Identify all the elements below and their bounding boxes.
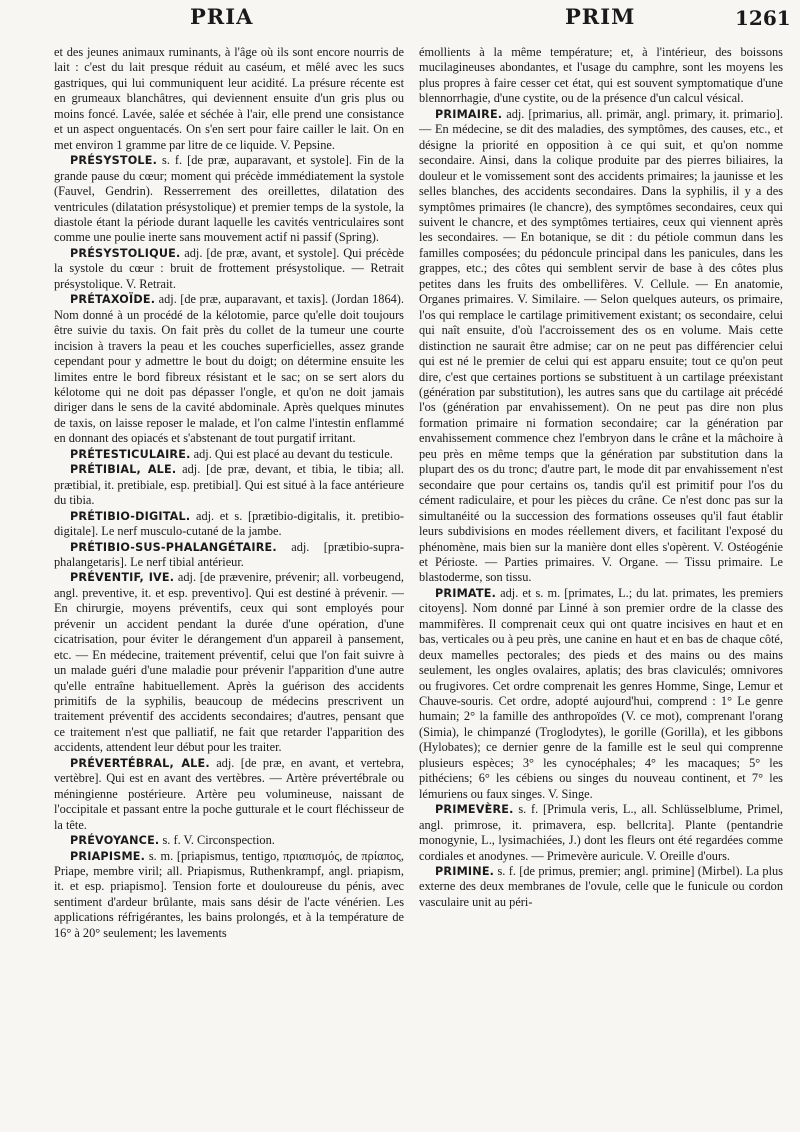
entry-text: adj. [primarius, all. primär, angl. primary, it. primario]. — En médecine, se dit des maladies, des symptômes, des causes, etc., et désigne la priorité en opposition à ce qui suit, et qu'on nomme secondaire. Ainsi, dans la colique produite par des pierres biliaires, la douleur et le vomissement sont des accidents primaires; la jaunisse et les selles blanches, des accidents secondaires. Dans la syphilis, il y a des symptômes primaires (le chancre), des symptômes secondaires, ceux qui suivent le chancre, et des symptômes tertiaires, ceux qui viennent après les secondaires. — En botanique, se dit : du pétiole commun dans les familles composées; du pédoncule principal dans les panicules, dans les grappes, etc.; des côtes qui semblent servir de base à des côtes plus petites dans les fruits des ombellifères. V. Cellule. — En anatomie, Organes primaires. V. Similaire. — Selon quelques auteurs, os primaire, l'os qui remplace le cartilage primitivement existant; os secondaire, celui qui naît ensuite, d'où l'accroissement des os en volume. Mais cette distinction ne saurait être admise; car on ne peut pas différencier celui qui est né le premier de celui qui est apparu ensuite; tout ce qu'on peut dire, c'est que certaines portions se substituent à un cartilage préexistant (génération par substitution), les autres sans que du cartilage ait précédé l'os (génération par envahissement). On ne peut pas dire non plus formation primaire ni formation secondaire; car la génération par envahissement commence chez l'embryon dans le crâne et la mâchoire à peu près en même temps que la génération par substitution dans la plupart des os du tronc; d'autre part, le mode dit par envahissement n'est secondaire que pour certains os, tandis qu'il est primitif pour l'os du cément radiculaire, et pour les pièces du crâne. Ce n'est donc pas sur la simultanéité ou la succession des formations osseuses qu'il faut établir leurs subdivisions en modes réellement divers, et facilitant l'exposé du phénomène, mais bien sur la manière dont elles s'opèrent. V. Ostéogénie et Périoste. — Parties primaires. V. Organe. — Tissu primaire. Le blastoderme, son tissu. — [419, 106, 783, 585]
dictionary-entry — [54, 540, 404, 571]
entry-headword: PRÉVERTÉBRAL, ALE. — [70, 756, 210, 770]
dictionary-entry — [54, 833, 404, 848]
entry-headword: PRIMAIRE. — [435, 107, 503, 121]
entry-headword: PRÉTIBIO-SUS-PHALANGÉTAIRE. — [70, 540, 277, 554]
left-column — [54, 45, 404, 1124]
dictionary-entry — [54, 45, 404, 153]
entry-headword: PRIAPISME. — [70, 849, 146, 863]
dictionary-entry — [54, 292, 404, 447]
dictionary-entry — [54, 756, 404, 833]
entry-text: adj. et s. m. [primates, L.; du lat. primates, les premiers citoyens]. Nom donné par Linné à son premier ordre de la classe des mammifères. Il comprenait ceux qui ont quatre incisives en haut et en bas, verticales ou à peu près, une canine en haut et en bas de chaque côté, deux mamelles pectorales; des pieds et des mains ou des mains seulement, les ongles ovalaires, aplatis; des bras claviculés; omnivores ou frugivores. Cet ordre comprenait les genres Homme, Singe, Lemur et Chauve-souris. Cet ordre, adopté aujourd'hui, comprend : 1° Le genre humain; 2° la famille des anthropoïdes (V. ce mot), comprenant l'orang (Simia), le chimpanzé (Troglodytes), le gorille (Gorilla), et les gibbons (Hylobates); ce dernier genre de la famille est le seul qui comprenne plusieurs espèces; 3° les cynocéphales; 4° les macaques; 5° les pithéciens; 6° les cébiens ou singes du nouveau continent, et 7° les lémuriens ou faux singes. V. Singe. — [419, 585, 783, 801]
dictionary-entry — [54, 246, 404, 292]
entry-text: s. f. [de primus, premier; angl. primine] (Mirbel). La plus externe des deux membranes de l'ovule, celle que le funicule ou cordon vasculaire unit au péri- — [419, 864, 783, 909]
entry-headword: PRIMINE. — [435, 865, 495, 879]
entry-text: adj. [prætibio-supra-phalangetaris]. Le nerf tibial antérieur. — [54, 539, 404, 569]
dictionary-entry — [54, 153, 404, 246]
entry-text: adj. [de præ, en avant, et vertebra, vertèbre]. Qui est en avant des vertèbres. — Artère prévertébrale ou méningienne postérieure. Artère peu volumineuse, naissant de l'occipitale et passant entre la poche gutturale et le court fléchisseur de la tête. — [54, 755, 404, 832]
entry-text: s. m. [priapismus, tentigo, πριαπισμός, de πρίαπος, Priape, membre viril; all. Priapismus, Ruthenkrampf, angl. priapism, it. et esp. priapismo]. Tension forte et douloureuse du pénis, avec sentiment d'ardeur brûlante, mais sans désir de l'acte vénérien. Les applications réfrigérantes, les bains prolongés, et à la température de 16° à 20° seulement; les lavements — [54, 848, 404, 940]
entry-text: adj. [de præ, auparavant, et taxis]. (Jordan 1864). Nom donné à un procédé de la kélotomie, parce qu'elle doit toujours être suivie du taxis. On fait près du collet de la tumeur une courte incision à travers la peau et les couches superficielles, assez grande cependant pour y admettre le bout du doigt; on détermine ensuite les limites entre le bord fibreux résistant et le sac; on se sert alors du kélotome qui ne doit pas dépasser l'ongle, et qu'on ne doit jamais diriger dans le sens de la cavité abdominale. Après quelques minutes de taxis, on laisse reposer le malade, et l'on calme l'intestin enflammé en donnant des opiacés et s'abstenant de tout purgatif irritant. — [54, 292, 404, 446]
entry-headword: PRÉTAXOÏDE. — [70, 293, 156, 307]
entry-text: adj. Qui est placé au devant du testicule. — [190, 446, 393, 461]
entry-headword: PRÉVENTIF, IVE. — [70, 571, 175, 585]
entry-headword: PRÉTESTICULAIRE. — [70, 447, 191, 461]
entry-text: adj. [de præ, devant, et tibia, le tibia; all. prætibial, it. pretibiale, esp. pretibial]. Qui est situé à la face antérieure du tibia. — [54, 462, 404, 508]
dictionary-entry — [419, 107, 783, 586]
dictionary-entry — [54, 849, 404, 942]
dictionary-entry — [54, 570, 404, 755]
dictionary-entry — [419, 864, 783, 910]
entry-text: adj. [de prævenire, prévenir; all. vorbeugend, angl. preventive, it. et esp. preventivo]. Qui est destiné à prévenir. — En chirurgie, moyens préventifs, ceux qui sont employés pour prévenir un accident pendant la durée d'une opération, d'une cicatrisation, pour éviter le dérangement d'un appareil à pansement, etc. — En médecine, traitement préventif, celui que l'on fait suivre à un malade guéri d'une maladie pour prévenir l'apparition d'une autre qu'elle entraîne habituellement. Après la guérison des accidents primitifs de la syphilis, beaucoup de médecins prescrivent un traitement préventif des accidents secondaires; d'autres, pensant que ce traitement n'est que palliatif, ne fait que retarder l'apparition des accidents, attendent leur début pour les traiter. — [54, 570, 404, 755]
dictionary-entry — [54, 462, 404, 508]
dictionary-entry — [419, 802, 783, 864]
entry-text: s. f. [de præ, auparavant, et systole]. Fin de la grande pause du cœur; moment qui précède immédiatement la systole (Fauvel, Gendrin). Resserrement des oreillettes, dilatation des ventricules (dilatation présystolique) et premier temps de la systole, la diastole étant la période durant laquelle les cavités ventriculaires sont comme une poulie inerte sans mouvement actif ni passif (Spring). — [54, 153, 404, 245]
entry-headword: PRÉSYSTOLE. — [70, 154, 158, 168]
entry-text: s. f. V. Circonspection. — [159, 833, 275, 848]
entry-headword: PRÉSYSTOLIQUE. — [70, 246, 181, 260]
entry-text: s. f. [Primula veris, L., all. Schlüsselblume, Primel, angl. primrose, it. primavera, esp. bellcrita]. Plante (pentandrie monogynie, L., lysimachiées, J.) dont les fleurs ont été regardées comme cordiales et anodynes. — Primevère auricule. V. Oreille d'ours. — [419, 802, 783, 863]
dictionary-entry — [54, 447, 404, 462]
dictionary-entry — [419, 586, 783, 802]
entry-text: adj. et s. [prætibio-digitalis, it. pretibio-digitale]. Le nerf musculo-cutané de la jambe. — [54, 508, 404, 539]
dictionary-entry — [419, 45, 783, 107]
right-column — [419, 45, 783, 1124]
running-head-left: PRIA — [190, 4, 254, 29]
dictionary-entry — [54, 509, 404, 540]
entry-text: adj. [de præ, avant, et systole]. Qui précède la systole du cœur : bruit de frottement présystolique. — Retrait présystolique. V. Retrait. — [54, 245, 404, 291]
entry-headword: PRIMATE. — [435, 586, 497, 600]
entry-text: émollients à la même température; et, à l'intérieur, des boissons mucilagineuses abondantes, et l'usage du camphre, sont les moyens les plus propres à faire cesser cet état, qui est souvent symptomatique d'une blennorrhagie, d'une cystite, ou de la présence d'un calcul vésical. — [419, 45, 783, 106]
entry-headword: PRIMEVÈRE. — [435, 803, 514, 817]
entry-text: et des jeunes animaux ruminants, à l'âge où ils sont encore nourris de lait : c'est du lait presque réduit au caséum, et mêlé avec les sucs gastriques, qui lui communiquent leur acidité. La présure récente est en grumeaux blanchâtres, qui deviennent ensuite d'un gris plus ou moins foncé. Lavée, salée et séchée à l'air, elle prend une consistance et un aspect onguentacés. On s'en sert pour faire cailler le lait. On en met environ 1 gramme par litre de ce liquide. V. Pepsine. — [54, 45, 404, 152]
entry-headword: PRÉTIBIO-DIGITAL. — [70, 509, 191, 523]
entry-headword: PRÉVOYANCE. — [70, 834, 160, 848]
running-head-right: PRIM — [565, 4, 636, 29]
entry-headword: PRÉTIBIAL, ALE. — [70, 463, 177, 477]
page-number: 1261 — [735, 6, 791, 30]
